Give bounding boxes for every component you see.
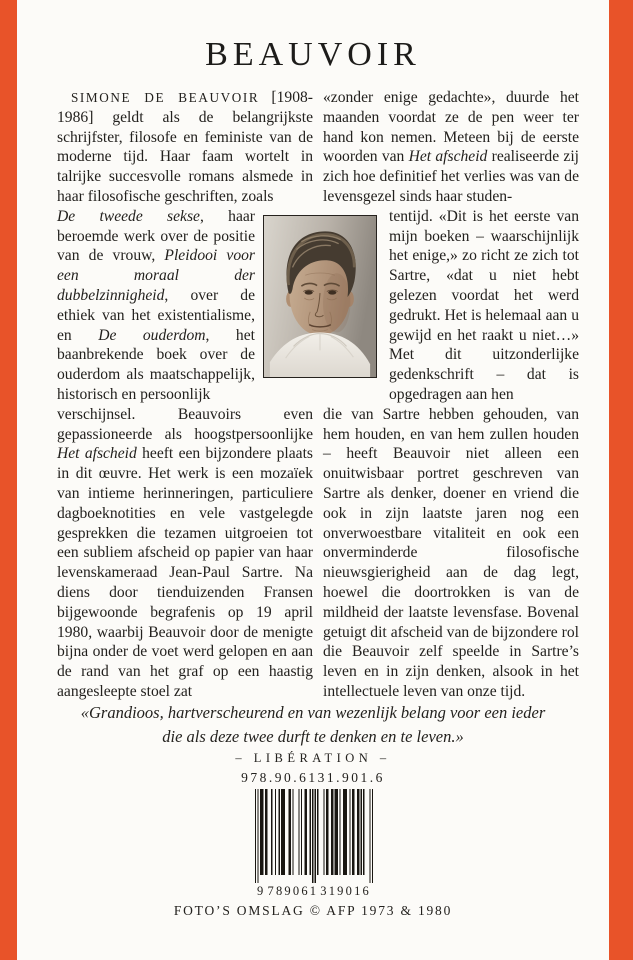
barcode (255, 789, 373, 899)
column-left (57, 88, 313, 702)
barcode-digit-group: 319016 (320, 884, 371, 898)
review-attribution: – LIBÉRATION – (235, 751, 391, 765)
barcode-digit-group: 9 (257, 884, 266, 898)
photo-credit: FOTO’S OMSLAG © AFP 1973 & 1980 (173, 903, 453, 918)
isbn-number: 978.90.6131.901.6 (241, 770, 385, 785)
barcode-bars (255, 789, 373, 883)
paragraph-right-bottom: die van Sartre hebben gehouden, van hem houden, en van hem zullen houden – heeft Beauvoir niet alleen een onuitwisbaar portret geschreven van Sartre als denker, doener en vriend die ook in zijn laatste jaren nog een onverwoestbare vitaliteit en ook een onverminderde filosofische nieuwsgierigheid aan de dag legt, hoewel die doortrokken is van de mildheid der laatste levensfase. Bovenal getuigt dit afscheid van de bijzondere rol die Beauvoir zelf speelde in Sartre’s leven en in zijn denken, alsook in het intellectuele leven van onze tijd. (323, 405, 579, 700)
portrait-illustration (264, 216, 376, 377)
paragraph-left-bottom: verschijnsel. Beauvoirs even gepassioneerde als hoogstpersoonlijke Het afscheid heeft een bijzondere plaats in dit œuvre. Het werk is een mozaïek van intieme herinneringen, particuliere dagboeknotities en vele vastgelegde gesprekken die tezamen uitgroeien tot een subliem afscheid op papier van haar levenskameraad Jean-Paul Sartre. Na diens door tienduizenden Fransen bijgewoonde begrafenis op 19 april 1980, waarbij Beauvoir door de menigte bijna onder de voet werd gelopen en aan de rand van het graf op een haastig aangesleepte stoel zat (57, 405, 313, 700)
paragraph-left-beside-photo: De tweede sekse, haar beroemde werk over de positie van de vrouw, Pleidooi voor een moraal der dubbelzinnigheid, over de ethiek van het existentialisme, en De ouderdom, het baanbrekende boek over de ouderdom als maatschappelijk, historisch en persoonlijk (57, 207, 255, 403)
page-title: BEAUVOIR (205, 36, 421, 73)
barcode-digit-group: 789061 (267, 884, 319, 898)
column-right (323, 88, 579, 702)
review-quote (17, 701, 609, 748)
review-quote-text: «Grandioos, hartverscheurend en van wezenlijk belang voor een ieder die als deze twee durft te denken en te leven.» (80, 703, 546, 746)
paragraph-right-beside-photo: tentijd. «Dit is het eerste van mijn boeken – waarschijnlijk het enige,» zo richt ze zich tot Sartre, «dat u niet hebt gelezen voordat het werd gedrukt. Het is helemaal aan u gewijd en het raakt u niet…» Met dit uitzonderlijke gedenkschrift – dat is opgedragen aan hen (389, 207, 579, 403)
barcode-digits (255, 884, 373, 899)
paragraph-left-top: SIMONE DE BEAUVOIR [1908-1986] geldt als de belangrijkste schrijfster, filosofe en feministe van de moderne tijd. Haar faam wortelt in talrijke succesvolle romans alsmede in haar filosofische geschriften, zoals (57, 89, 313, 205)
cover-border-right (609, 0, 633, 960)
beauvoir-portrait-photo (263, 215, 377, 378)
cover-border-left (0, 0, 17, 960)
biography-text (57, 88, 579, 702)
paragraph-right-top: «zonder enige gedachte», duurde het maanden voordat ze de pen weer ter hand kon nemen. Meteen bij de eerste woorden van Het afscheid realiseerde zij zich hoe definitief het verlies was van de levensgezel sinds haar studen- (323, 89, 579, 205)
